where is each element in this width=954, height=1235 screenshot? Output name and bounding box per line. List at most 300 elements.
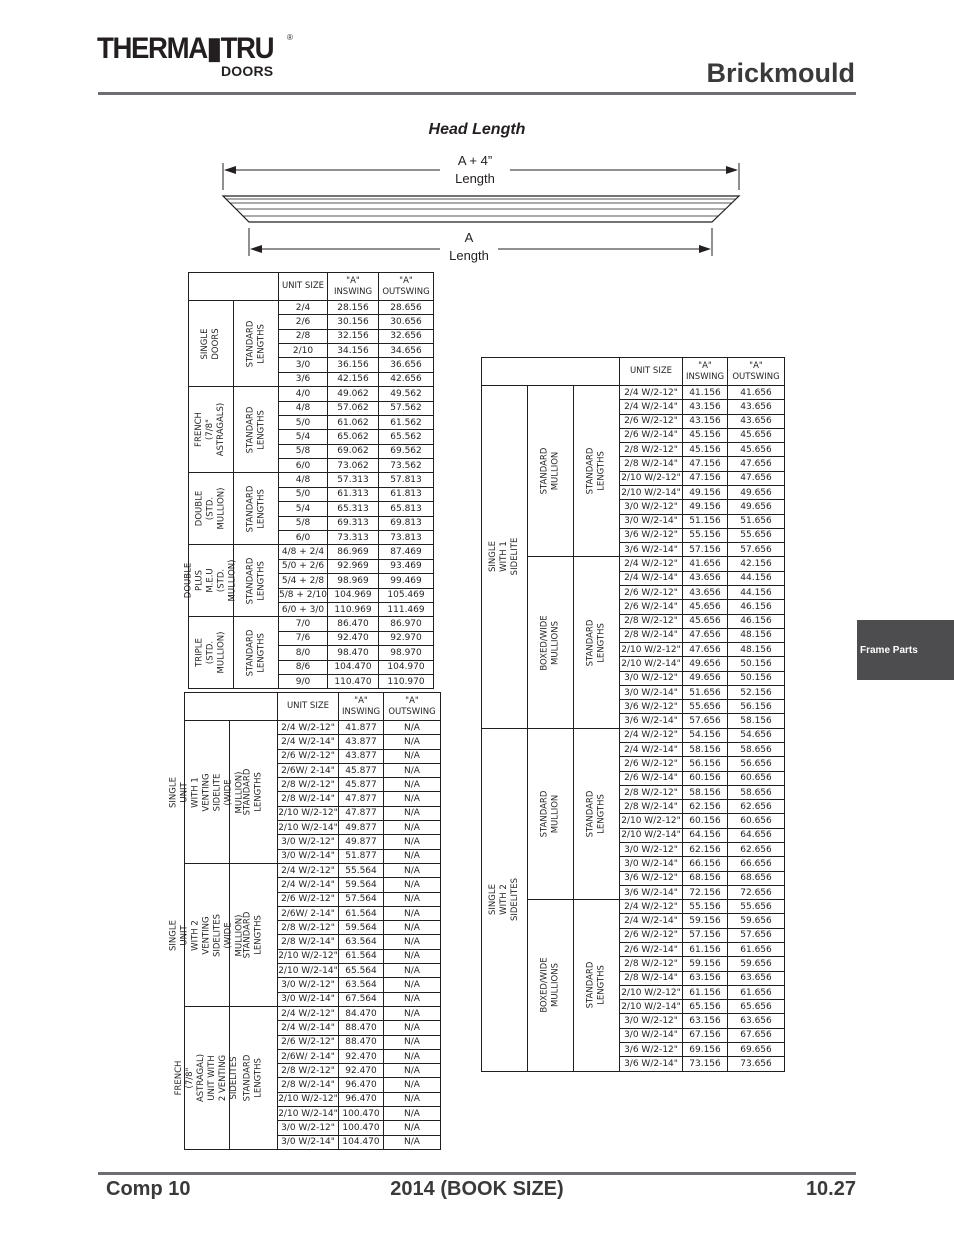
outswing-value: 49.656 (728, 500, 785, 514)
diagram-title: Head Length (428, 121, 526, 138)
inswing-value: 49.656 (683, 671, 728, 685)
section-category-label-cell (482, 728, 528, 1071)
group-category-label-cell (168, 864, 245, 1007)
unit-size: 2/6 W/2-12" (278, 749, 339, 763)
group-length-label: STANDARD LENGTHS (585, 619, 607, 666)
outswing-value: N/A (384, 849, 441, 863)
outswing-value: 34.656 (379, 344, 434, 358)
outswing-value: 54.656 (728, 728, 785, 742)
inswing-value: 58.156 (683, 785, 728, 799)
outswing-value: 65.656 (728, 1000, 785, 1014)
unit-size: 5/8 (279, 516, 328, 530)
inswing-value: 49.877 (339, 821, 384, 835)
outswing-label: OUTSWING (382, 286, 430, 297)
outswing-value: 58.156 (728, 714, 785, 728)
outswing-value: N/A (384, 1049, 441, 1063)
outswing-value: 48.156 (728, 643, 785, 657)
inswing-value: 61.313 (328, 487, 379, 501)
mullion-type-label-cell (528, 557, 574, 728)
inswing-value: 92.969 (328, 559, 379, 573)
outswing-value: 47.656 (728, 471, 785, 485)
outswing-value: 43.656 (728, 414, 785, 428)
inswing-value: 64.156 (683, 828, 728, 842)
group-category-label: SINGLE UNIT WITH 2 VENTING SIDELITES (WIDE MULLION) (168, 913, 245, 957)
inswing-value: 43.656 (683, 571, 728, 585)
group-length-label: STANDARD LENGTHS (245, 320, 267, 367)
inswing-value: 92.470 (339, 1049, 384, 1063)
group-length-label: STANDARD LENGTHS (242, 1054, 264, 1102)
inswing-value: 60.156 (683, 771, 728, 785)
inswing-value: 73.062 (328, 458, 379, 472)
table-row (189, 387, 434, 401)
unit-size: 3/0 W/2-12" (620, 1014, 683, 1028)
a-dimension-label: "A" (405, 695, 419, 706)
unit-size: 8/0 (279, 646, 328, 660)
unit-size: 2/4 W/2-14" (278, 1021, 339, 1035)
inswing-value: 92.470 (328, 631, 379, 645)
inswing-label: INSWING (685, 371, 725, 382)
outswing-value: 61.656 (728, 985, 785, 999)
unit-size: 2/10 W/2-14" (278, 964, 339, 978)
unit-size: 5/0 (279, 487, 328, 501)
top-dimension-value: A + 4” (457, 153, 493, 168)
unit-size: 2/10 (279, 344, 328, 358)
inswing-value: 55.656 (683, 700, 728, 714)
inswing-value: 47.877 (339, 792, 384, 806)
unit-size: 2/8 W/2-14" (620, 628, 683, 642)
inswing-value: 104.470 (328, 660, 379, 674)
unit-size: 3/6 W/2-14" (620, 543, 683, 557)
outswing-value: 45.656 (728, 443, 785, 457)
inswing-value: 47.156 (683, 471, 728, 485)
unit-size: 6/0 (279, 458, 328, 472)
unit-size: 4/0 (279, 387, 328, 401)
outswing-value: N/A (384, 921, 441, 935)
group-length-label: STANDARD LENGTHS (245, 485, 267, 533)
outswing-value: 60.656 (728, 814, 785, 828)
unit-size: 2/8 W/2-12" (620, 614, 683, 628)
inswing-value: 43.156 (683, 400, 728, 414)
group-category-label: TRIPLE (STD. MULLION) (194, 631, 227, 674)
inswing-value: 100.470 (339, 1107, 384, 1121)
header-blank-cell (189, 273, 279, 301)
outswing-value: 92.970 (379, 631, 434, 645)
inswing-value: 59.564 (339, 921, 384, 935)
outswing-value: N/A (384, 763, 441, 777)
outswing-value: 67.656 (728, 1028, 785, 1042)
outswing-value: N/A (384, 835, 441, 849)
unit-size: 2/4 W/2-14" (620, 571, 683, 585)
unit-size: 2/6 W/2-14" (620, 600, 683, 614)
section-category-label: SINGLE WITH 1 SIDELITE (488, 538, 520, 576)
unit-size: 2/10 W/2-14" (620, 1000, 683, 1014)
outswing-value: N/A (384, 906, 441, 920)
mullion-type-label: STANDARD MULLION (539, 790, 561, 838)
inswing-value: 61.156 (683, 985, 728, 999)
group-length-label-cell (574, 557, 620, 728)
group-category-label-cell (183, 545, 238, 617)
inswing-value: 65.564 (339, 964, 384, 978)
inswing-value: 96.470 (339, 1092, 384, 1106)
section-category-label-cell (482, 386, 528, 729)
group-length-label: STANDARD LENGTHS (585, 790, 607, 838)
a-dimension-label: "A" (749, 360, 763, 371)
inswing-value: 84.470 (339, 1007, 384, 1021)
single-french-double-triple-table (183, 272, 434, 689)
unit-size: 3/0 W/2-14" (278, 849, 339, 863)
unit-size: 2/4 W/2-12" (620, 728, 683, 742)
unit-size: 2/6 W/2-12" (620, 585, 683, 599)
inswing-value: 55.156 (683, 528, 728, 542)
outswing-value: 46.156 (728, 614, 785, 628)
unit-size: 2/8 W/2-14" (620, 800, 683, 814)
unit-size: 6/0 + 3/0 (279, 602, 328, 616)
mullion-type-label: BOXED/WIDE MULLIONS (539, 957, 561, 1013)
outswing-value: 99.469 (379, 574, 434, 588)
outswing-value: N/A (384, 821, 441, 835)
logo-registered-mark: ® (287, 33, 293, 42)
inswing-value: 61.062 (328, 415, 379, 429)
unit-size: 2/4 W/2-14" (620, 743, 683, 757)
outswing-value: 41.656 (728, 386, 785, 400)
inswing-value: 61.156 (683, 943, 728, 957)
table-row (189, 545, 434, 559)
group-length-label: STANDARD LENGTHS (242, 768, 264, 816)
outswing-value: 68.656 (728, 871, 785, 885)
inswing-value: 57.062 (328, 401, 379, 415)
footer-divider (98, 1172, 856, 1175)
unit-size: 2/10 W/2-14" (278, 1107, 339, 1121)
outswing-value: 64.656 (728, 828, 785, 842)
top-dimension-label (440, 152, 510, 188)
inswing-value: 66.156 (683, 857, 728, 871)
inswing-value: 55.156 (683, 900, 728, 914)
unit-size: 2/10 W/2-14" (620, 657, 683, 671)
footer-section: Comp 10 (106, 1178, 191, 1200)
section-category-label: SINGLE WITH 2 SIDELITES (488, 878, 520, 922)
unit-size: 2/8 W/2-12" (620, 785, 683, 799)
inswing-value: 42.156 (328, 372, 379, 386)
outswing-value: 57.813 (379, 473, 434, 487)
unit-size: 5/8 (279, 444, 328, 458)
outswing-value: 73.656 (728, 1057, 785, 1071)
inswing-value: 41.156 (683, 386, 728, 400)
inswing-value: 57.564 (339, 892, 384, 906)
outswing-value: 56.156 (728, 700, 785, 714)
outswing-value: 72.656 (728, 885, 785, 899)
table-row (189, 301, 434, 315)
inswing-value: 28.156 (328, 301, 379, 315)
inswing-value: 47.877 (339, 806, 384, 820)
inswing-value: 49.156 (683, 500, 728, 514)
unit-size: 3/6 W/2-12" (620, 528, 683, 542)
unit-size: 4/8 + 2/4 (279, 545, 328, 559)
outswing-value: 36.656 (379, 358, 434, 372)
mullion-type-label: BOXED/WIDE MULLIONS (539, 614, 561, 671)
unit-size: 3/0 W/2-14" (278, 992, 339, 1006)
outswing-value: 69.562 (379, 444, 434, 458)
outswing-value: 62.656 (728, 843, 785, 857)
inswing-value: 61.564 (339, 906, 384, 920)
inswing-value: 49.877 (339, 835, 384, 849)
mullion-type-label-cell (528, 900, 574, 1071)
group-length-label: STANDARD LENGTHS (585, 447, 607, 495)
header-blank-cell (482, 358, 620, 386)
unit-size: 2/4 W/2-12" (278, 1007, 339, 1021)
outswing-value: 42.156 (728, 557, 785, 571)
outswing-value: N/A (384, 992, 441, 1006)
outswing-value: 49.562 (379, 387, 434, 401)
outswing-value: 93.469 (379, 559, 434, 573)
inswing-value: 47.656 (683, 643, 728, 657)
unit-size: 3/0 (279, 358, 328, 372)
outswing-value: 44.156 (728, 571, 785, 585)
group-length-label-cell (234, 473, 279, 545)
footer-edition: 2014 (BOOK SIZE) (390, 1178, 564, 1200)
inswing-value: 59.564 (339, 878, 384, 892)
outswing-value: N/A (384, 949, 441, 963)
group-length-label-cell (574, 386, 620, 557)
inswing-value: 45.656 (683, 600, 728, 614)
unit-size: 2/8 W/2-14" (278, 935, 339, 949)
group-length-label-cell (574, 900, 620, 1071)
inswing-value: 57.656 (683, 714, 728, 728)
outswing-value: N/A (384, 735, 441, 749)
unit-size-header: UNIT SIZE (278, 693, 339, 721)
unit-size: 2/6W/ 2-14" (278, 906, 339, 920)
table-header-row (189, 273, 434, 301)
group-category-label-cell (168, 721, 245, 864)
outswing-value: N/A (384, 1035, 441, 1049)
group-length-label-cell (234, 617, 279, 689)
inswing-value: 32.156 (328, 329, 379, 343)
unit-size: 2/6 W/2-12" (278, 1035, 339, 1049)
inswing-value: 68.156 (683, 871, 728, 885)
unit-size: 2/6 W/2-12" (278, 892, 339, 906)
unit-size: 2/4 W/2-14" (278, 735, 339, 749)
group-length-label: STANDARD LENGTHS (242, 911, 264, 959)
outswing-value: N/A (384, 806, 441, 820)
inswing-value: 67.564 (339, 992, 384, 1006)
unit-size: 3/0 W/2-14" (620, 857, 683, 871)
group-length-label-cell (574, 728, 620, 899)
unit-size-header: UNIT SIZE (279, 273, 328, 301)
unit-size: 2/10 W/2-12" (620, 643, 683, 657)
unit-size: 7/6 (279, 631, 328, 645)
outswing-value: N/A (384, 892, 441, 906)
outswing-value: 42.656 (379, 372, 434, 386)
inswing-value: 98.969 (328, 574, 379, 588)
outswing-value: 52.156 (728, 685, 785, 699)
unit-size: 3/0 W/2-14" (278, 1135, 339, 1149)
outswing-value: N/A (384, 1121, 441, 1135)
unit-size: 3/6 W/2-14" (620, 1057, 683, 1071)
outswing-label: OUTSWING (388, 706, 436, 717)
outswing-value: 105.469 (379, 588, 434, 602)
table-row (482, 728, 785, 742)
unit-size: 3/0 W/2-14" (620, 1028, 683, 1042)
unit-size: 4/8 (279, 473, 328, 487)
inswing-value: 47.656 (683, 628, 728, 642)
outswing-value: N/A (384, 749, 441, 763)
unit-size: 4/8 (279, 401, 328, 415)
inswing-value: 30.156 (328, 315, 379, 329)
outswing-value: 86.970 (379, 617, 434, 631)
inswing-header (683, 358, 728, 386)
outswing-value: N/A (384, 978, 441, 992)
unit-size: 2/6 W/2-12" (620, 757, 683, 771)
group-category-label: DOUBLE (STD. MULLION) (194, 487, 227, 530)
outswing-value: 63.656 (728, 971, 785, 985)
inswing-value: 63.156 (683, 971, 728, 985)
inswing-value: 57.313 (328, 473, 379, 487)
outswing-value: N/A (384, 778, 441, 792)
outswing-value: N/A (384, 1092, 441, 1106)
inswing-value: 34.156 (328, 344, 379, 358)
unit-size: 2/8 W/2-14" (620, 971, 683, 985)
unit-size: 2/10 W/2-12" (278, 806, 339, 820)
unit-size: 3/6 W/2-12" (620, 700, 683, 714)
unit-size: 3/0 W/2-14" (620, 685, 683, 699)
inswing-value: 62.156 (683, 843, 728, 857)
inswing-value: 51.877 (339, 849, 384, 863)
table-row (189, 617, 434, 631)
unit-size: 2/6W/ 2-14" (278, 1049, 339, 1063)
outswing-value: 58.656 (728, 743, 785, 757)
unit-size: 2/8 W/2-12" (278, 778, 339, 792)
table-header-row (185, 693, 441, 721)
table-row (482, 386, 785, 400)
outswing-value: 61.813 (379, 487, 434, 501)
unit-size: 5/4 (279, 430, 328, 444)
inswing-value: 51.156 (683, 514, 728, 528)
inswing-value: 65.062 (328, 430, 379, 444)
unit-size: 2/10 W/2-12" (620, 985, 683, 999)
inswing-value: 63.156 (683, 1014, 728, 1028)
unit-size: 2/4 W/2-12" (620, 386, 683, 400)
inswing-value: 60.156 (683, 814, 728, 828)
group-category-label: SINGLE DOORS (200, 327, 221, 360)
outswing-header (728, 358, 785, 386)
table-row (482, 900, 785, 914)
footer-page-number: 10.27 (805, 1178, 856, 1200)
outswing-value: 45.656 (728, 428, 785, 442)
inswing-value: 100.470 (339, 1121, 384, 1135)
outswing-value: 46.156 (728, 600, 785, 614)
unit-size: 2/4 W/2-14" (620, 914, 683, 928)
outswing-value: N/A (384, 1078, 441, 1092)
outswing-value: N/A (384, 1007, 441, 1021)
outswing-value: N/A (384, 1064, 441, 1078)
inswing-value: 65.313 (328, 502, 379, 516)
inswing-value: 73.313 (328, 530, 379, 544)
unit-size: 3/0 W/2-12" (620, 500, 683, 514)
unit-size: 3/6 (279, 372, 328, 386)
outswing-value: 50.156 (728, 671, 785, 685)
outswing-value: 111.469 (379, 602, 434, 616)
outswing-value: 30.656 (379, 315, 434, 329)
a-dimension-label: "A" (354, 695, 368, 706)
unit-size: 2/4 W/2-14" (620, 400, 683, 414)
unit-size: 3/6 W/2-12" (620, 871, 683, 885)
inswing-value: 49.656 (683, 657, 728, 671)
outswing-value: 104.970 (379, 660, 434, 674)
outswing-value: 50.156 (728, 657, 785, 671)
inswing-value: 45.156 (683, 443, 728, 457)
unit-size: 3/0 W/2-12" (278, 978, 339, 992)
outswing-value: 65.813 (379, 502, 434, 516)
group-length-label: STANDARD LENGTHS (585, 961, 607, 1009)
inswing-value: 72.156 (683, 885, 728, 899)
inswing-value: 57.156 (683, 543, 728, 557)
unit-size: 5/4 + 2/8 (279, 574, 328, 588)
outswing-value: 51.656 (728, 514, 785, 528)
inswing-value: 36.156 (328, 358, 379, 372)
unit-size: 2/4 W/2-14" (278, 878, 339, 892)
unit-size: 2/8 W/2-14" (278, 792, 339, 806)
inswing-value: 51.656 (683, 685, 728, 699)
group-category-label-cell (189, 387, 234, 473)
outswing-value: N/A (384, 878, 441, 892)
inswing-value: 86.969 (328, 545, 379, 559)
unit-size: 3/0 W/2-12" (278, 835, 339, 849)
inswing-value: 110.969 (328, 602, 379, 616)
inswing-header (328, 273, 379, 301)
sidelite-units-table (481, 357, 785, 1072)
inswing-value: 49.062 (328, 387, 379, 401)
mullion-type-label-cell (528, 728, 574, 899)
unit-size: 2/6 W/2-12" (620, 928, 683, 942)
outswing-value: 66.656 (728, 857, 785, 871)
group-length-label: STANDARD LENGTHS (245, 557, 267, 605)
inswing-value: 104.969 (328, 588, 379, 602)
table-header-row (482, 358, 785, 386)
group-category-label-cell (189, 473, 234, 545)
unit-size: 2/6W/ 2-14" (278, 763, 339, 777)
unit-size: 3/6 W/2-14" (620, 714, 683, 728)
outswing-value: 28.656 (379, 301, 434, 315)
unit-size: 2/4 W/2-12" (620, 900, 683, 914)
group-category-label-cell (189, 301, 234, 387)
unit-size: 2/4 W/2-12" (278, 864, 339, 878)
inswing-value: 110.470 (328, 674, 379, 688)
unit-size: 2/6 W/2-14" (620, 943, 683, 957)
a-dimension-label: "A" (698, 360, 712, 371)
outswing-value: 63.656 (728, 1014, 785, 1028)
a-dimension-label: "A" (346, 275, 360, 286)
group-length-label-cell (234, 545, 279, 617)
outswing-value: 55.656 (728, 900, 785, 914)
page-title: Brickmould (706, 58, 855, 88)
inswing-value: 41.656 (683, 557, 728, 571)
header-blank-cell (185, 693, 278, 721)
group-category-label-cell (174, 1007, 240, 1150)
unit-size: 3/6 W/2-14" (620, 885, 683, 899)
mullion-type-label-cell (528, 386, 574, 557)
inswing-value: 67.156 (683, 1028, 728, 1042)
outswing-value: N/A (384, 864, 441, 878)
outswing-value: 32.656 (379, 329, 434, 343)
inswing-value: 98.470 (328, 646, 379, 660)
unit-size: 2/6 W/2-12" (620, 414, 683, 428)
outswing-value: N/A (384, 964, 441, 978)
group-length-label-cell (234, 301, 279, 387)
group-length-label: STANDARD LENGTHS (245, 629, 267, 677)
inswing-value: 45.656 (683, 614, 728, 628)
outswing-value: 56.656 (728, 757, 785, 771)
frame-parts-tab[interactable]: Frame Parts (857, 620, 954, 680)
unit-size: 2/4 W/2-12" (278, 721, 339, 735)
